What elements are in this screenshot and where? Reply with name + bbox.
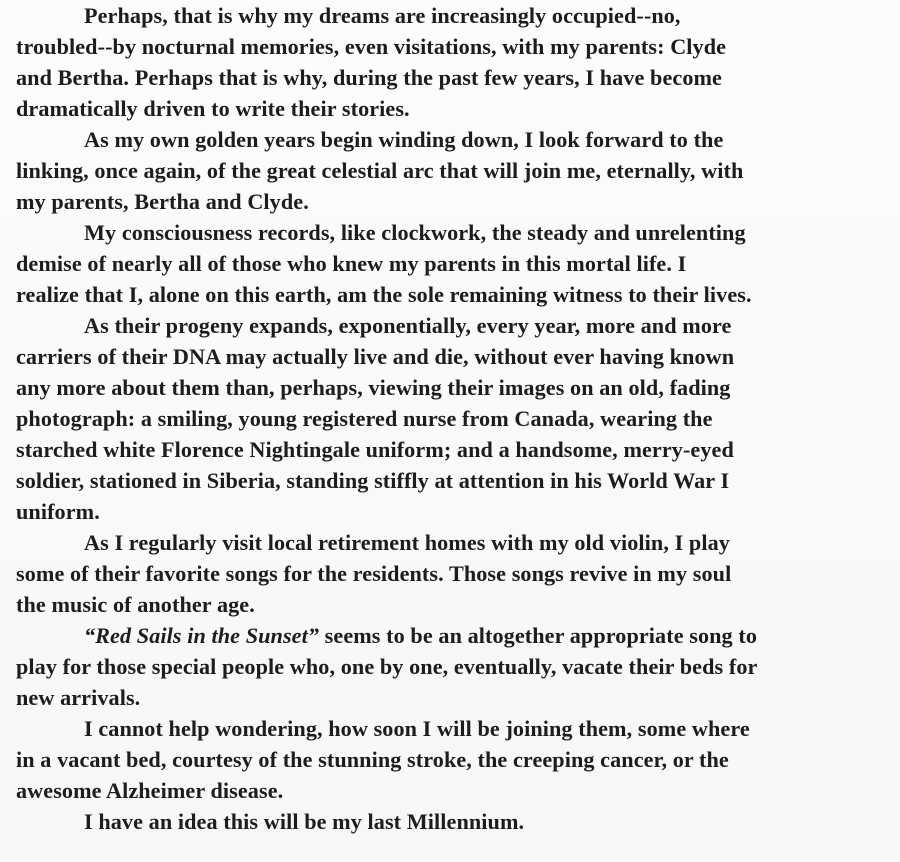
text-line: uniform.: [16, 499, 100, 524]
paragraph: [16, 527, 892, 620]
text-line: play for those special people who, one by one, eventually, vacate their beds for: [16, 654, 758, 679]
song-title: “Red Sails in the Sunset”: [84, 623, 320, 648]
text-line: awesome Alzheimer disease.: [16, 778, 284, 803]
text-line: I cannot help wondering, how soon I will be joining them, some where: [84, 716, 750, 741]
text-line: some of their favorite songs for the residents. Those songs revive in my soul: [16, 561, 732, 586]
text-line: realize that I, alone on this earth, am the sole remaining witness to their lives.: [16, 282, 752, 307]
paragraph: [16, 806, 892, 837]
paragraph: [16, 620, 892, 713]
paragraph: [16, 0, 892, 124]
text-line: my parents, Bertha and Clyde.: [16, 189, 309, 214]
text-line: soldier, stationed in Siberia, standing stiffly at attention in his World War I: [16, 468, 730, 493]
text-line: photograph: a smiling, young registered nurse from Canada, wearing the: [16, 406, 713, 431]
paragraph: [16, 713, 892, 806]
text-line: the music of another age.: [16, 592, 255, 617]
document-body: [16, 0, 892, 837]
text-line: As their progeny expands, exponentially, every year, more and more: [84, 313, 732, 338]
text-line: linking, once again, of the great celestial arc that will join me, eternally, with: [16, 158, 744, 183]
text-line: new arrivals.: [16, 685, 141, 710]
text-line: My consciousness records, like clockwork, the steady and unrelenting: [84, 220, 746, 245]
paragraph: [16, 124, 892, 217]
paragraph: [16, 310, 892, 527]
text-line: As my own golden years begin winding down, I look forward to the: [84, 127, 724, 152]
text-line: I have an idea this will be my last Millennium.: [84, 809, 525, 834]
text-line: Perhaps, that is why my dreams are increasingly occupied--no,: [84, 3, 681, 28]
paragraph: [16, 217, 892, 310]
text-line: and Bertha. Perhaps that is why, during the past few years, I have become: [16, 65, 722, 90]
text-line: troubled--by nocturnal memories, even visitations, with my parents: Clyde: [16, 34, 727, 59]
text-line: As I regularly visit local retirement homes with my old violin, I play: [84, 530, 730, 555]
text-line: carriers of their DNA may actually live and die, without ever having known: [16, 344, 735, 369]
text-line: [16, 620, 892, 651]
text-line: starched white Florence Nightingale uniform; and a handsome, merry-eyed: [16, 437, 734, 462]
text-run: seems to be an altogether appropriate song to: [319, 623, 757, 648]
text-line: any more about them than, perhaps, viewing their images on an old, fading: [16, 375, 731, 400]
text-line: dramatically driven to write their stories.: [16, 96, 410, 121]
text-line: in a vacant bed, courtesy of the stunning stroke, the creeping cancer, or the: [16, 747, 729, 772]
text-line: demise of nearly all of those who knew my parents in this mortal life. I: [16, 251, 687, 276]
